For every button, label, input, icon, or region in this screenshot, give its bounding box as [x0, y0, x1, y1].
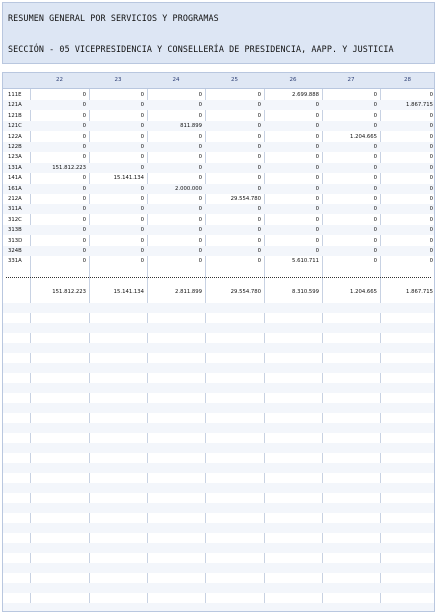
- cell-value: 0: [373, 248, 377, 254]
- cell-value: 0: [82, 175, 86, 182]
- empty-row: [3, 603, 434, 612]
- cell-value: 0: [140, 154, 144, 161]
- empty-row: [3, 303, 434, 313]
- cell-value: 0: [257, 216, 261, 223]
- cell-value: 0: [198, 92, 202, 98]
- empty-row: [3, 373, 434, 383]
- total-28: 1.867.715: [406, 289, 433, 295]
- column-header-24: 24: [172, 77, 180, 83]
- empty-row: [3, 393, 434, 403]
- cell-value: 0: [373, 227, 377, 234]
- cell-value: 0: [315, 175, 319, 182]
- cell-value: 0: [429, 133, 433, 140]
- cell-value: 0: [82, 144, 86, 150]
- table-row: [3, 173, 434, 183]
- cell-value: 0: [82, 102, 86, 109]
- cell-value: 0: [429, 144, 433, 150]
- table-row: [3, 215, 434, 225]
- program-code: 212A: [8, 196, 22, 202]
- cell-value: 0: [315, 112, 319, 119]
- cell-value: 0: [140, 206, 144, 213]
- cell-value: 0: [373, 216, 377, 223]
- table-row: [3, 246, 434, 256]
- totals-separator: [6, 277, 431, 278]
- total-26: 8.310.599: [292, 289, 319, 295]
- cell-value: 29.554.780: [230, 196, 261, 202]
- cell-value: 0: [257, 133, 261, 140]
- cell-value: 0: [373, 144, 377, 150]
- cell-value: 0: [429, 175, 433, 182]
- column-header-22: 22: [56, 77, 63, 83]
- cell-value: 0: [198, 144, 202, 150]
- cell-value: 0: [257, 154, 261, 161]
- cell-value: 0: [198, 175, 202, 182]
- empty-row: [3, 523, 434, 533]
- cell-value: 0: [140, 196, 144, 202]
- cell-value: 0: [257, 248, 261, 254]
- program-code: 311A: [8, 206, 22, 213]
- cell-value: 0: [140, 185, 144, 192]
- cell-value: 0: [198, 164, 202, 171]
- empty-row: [3, 313, 434, 323]
- program-code: 331A: [8, 258, 22, 265]
- report-header: [2, 2, 435, 64]
- cell-value: 0: [373, 185, 377, 192]
- cell-value: 0: [429, 185, 433, 192]
- cell-value: 0: [373, 123, 377, 130]
- empty-row: [3, 513, 434, 523]
- cell-value: 0: [315, 237, 319, 244]
- program-code: 313D: [8, 237, 23, 244]
- empty-row: [3, 503, 434, 513]
- program-code: 141A: [8, 175, 22, 182]
- cell-value: 0: [82, 133, 86, 140]
- cell-value: 0: [373, 112, 377, 119]
- table-row: [3, 142, 434, 152]
- cell-value: 0: [429, 258, 433, 265]
- empty-row: [3, 363, 434, 373]
- cell-value: 2.699.888: [292, 92, 319, 98]
- cell-value: 0: [257, 123, 261, 130]
- column-header-26: 26: [289, 77, 297, 83]
- cell-value: 0: [429, 227, 433, 234]
- cell-value: 0: [82, 237, 86, 244]
- cell-value: 15.141.134: [113, 175, 144, 182]
- empty-row: [3, 533, 434, 543]
- cell-value: 0: [257, 102, 261, 109]
- cell-value: 0: [140, 112, 144, 119]
- cell-value: 0: [373, 258, 377, 265]
- cell-value: 0: [429, 196, 433, 202]
- total-23: 15.141.134: [113, 289, 144, 295]
- cell-value: 0: [315, 185, 319, 192]
- program-code: 313B: [8, 227, 22, 234]
- table-row: [3, 256, 434, 266]
- program-code: 312C: [8, 216, 22, 223]
- cell-value: 0: [198, 216, 202, 223]
- cell-value: 0: [82, 123, 86, 130]
- empty-row: [3, 423, 434, 433]
- cell-value: 1.867.715: [406, 102, 433, 109]
- cell-value: 0: [140, 258, 144, 265]
- cell-value: 0: [315, 144, 319, 150]
- empty-row: [3, 433, 434, 443]
- table-header: [3, 73, 434, 89]
- column-header-27: 27: [347, 77, 355, 83]
- program-code: 121A: [8, 102, 22, 109]
- cell-value: 0: [140, 133, 144, 140]
- table-row: [3, 152, 434, 162]
- cell-value: 0: [257, 144, 261, 150]
- cell-value: 0: [257, 237, 261, 244]
- program-code: 131A: [8, 164, 22, 171]
- cell-value: 0: [198, 102, 202, 109]
- cell-value: 0: [429, 164, 433, 171]
- cell-value: 0: [257, 92, 261, 98]
- cell-value: 0: [198, 248, 202, 254]
- cell-value: 0: [373, 196, 377, 202]
- section-title: SECCIÓN - 05 VICEPRESIDENCIA Y CONSELLERÍA DE PRESIDENCIA, AAPP. Y JUSTICIA: [8, 44, 394, 54]
- cell-value: 0: [140, 144, 144, 150]
- empty-row: [3, 543, 434, 553]
- cell-value: 0: [82, 154, 86, 161]
- cell-value: 0: [82, 248, 86, 254]
- cell-value: 0: [198, 258, 202, 265]
- cell-value: 0: [315, 206, 319, 213]
- column-header-23: 23: [114, 77, 122, 83]
- cell-value: 0: [315, 102, 319, 109]
- total-22: 151.812.223: [52, 289, 86, 295]
- cell-value: 0: [429, 237, 433, 244]
- table-row: [3, 194, 434, 204]
- program-code: 121B: [8, 112, 22, 119]
- cell-value: 0: [429, 112, 433, 119]
- cell-value: 0: [82, 227, 86, 234]
- cell-value: 0: [429, 216, 433, 223]
- column-header-25: 25: [231, 77, 238, 83]
- cell-value: 0: [82, 92, 86, 98]
- cell-value: 0: [82, 112, 86, 119]
- table-row: [3, 163, 434, 173]
- cell-value: 0: [373, 164, 377, 171]
- cell-value: 0: [198, 237, 202, 244]
- empty-row: [3, 443, 434, 453]
- cell-value: 0: [257, 164, 261, 171]
- empty-row: [3, 413, 434, 423]
- empty-row: [3, 593, 434, 603]
- total-27: 1.204.665: [350, 289, 377, 295]
- cell-value: 0: [257, 112, 261, 119]
- program-code: 121C: [8, 123, 22, 130]
- cell-value: 0: [198, 206, 202, 213]
- cell-value: 0: [140, 216, 144, 223]
- cell-value: 0: [140, 248, 144, 254]
- program-code: 111E: [8, 92, 22, 98]
- cell-value: 0: [257, 185, 261, 192]
- total-24: 2.811.899: [175, 289, 202, 295]
- cell-value: 0: [315, 248, 319, 254]
- cell-value: 151.812.223: [52, 164, 86, 171]
- cell-value: 0: [82, 206, 86, 213]
- empty-row: [3, 483, 434, 493]
- cell-value: 0: [140, 102, 144, 109]
- cell-value: 0: [198, 196, 202, 202]
- empty-row: [3, 563, 434, 573]
- empty-row: [3, 493, 434, 503]
- table-row: [3, 236, 434, 246]
- table-row: [3, 111, 434, 121]
- cell-value: 0: [315, 227, 319, 234]
- cell-value: 0: [82, 216, 86, 223]
- cell-value: 0: [373, 175, 377, 182]
- cell-value: 0: [140, 123, 144, 130]
- empty-row: [3, 463, 434, 473]
- cell-value: 0: [198, 154, 202, 161]
- cell-value: 0: [198, 133, 202, 140]
- cell-value: 0: [429, 248, 433, 254]
- empty-row: [3, 473, 434, 483]
- cell-value: 0: [198, 227, 202, 234]
- cell-value: 0: [257, 227, 261, 234]
- empty-row: [3, 383, 434, 393]
- cell-value: 0: [82, 196, 86, 202]
- cell-value: 0: [373, 206, 377, 213]
- cell-value: 1.204.665: [350, 133, 377, 140]
- cell-value: 0: [315, 196, 319, 202]
- cell-value: 0: [429, 92, 433, 98]
- summary-table: [2, 72, 435, 612]
- cell-value: 0: [429, 123, 433, 130]
- column-header-28: 28: [404, 77, 411, 83]
- empty-row: [3, 583, 434, 593]
- empty-row: [3, 573, 434, 583]
- cell-value: 0: [140, 92, 144, 98]
- empty-row: [3, 343, 434, 353]
- empty-row: [3, 353, 434, 363]
- cell-value: 2.000.000: [175, 185, 202, 192]
- cell-value: 0: [82, 185, 86, 192]
- program-code: 324B: [8, 248, 22, 254]
- program-code: 161A: [8, 185, 22, 192]
- cell-value: 0: [315, 216, 319, 223]
- table-row: [3, 225, 434, 235]
- cell-value: 0: [140, 237, 144, 244]
- empty-row: [3, 333, 434, 343]
- cell-value: 0: [373, 237, 377, 244]
- table-row: [3, 132, 434, 142]
- cell-value: 0: [82, 258, 86, 265]
- cell-value: 0: [140, 164, 144, 171]
- cell-value: 0: [373, 102, 377, 109]
- cell-value: 0: [429, 206, 433, 213]
- cell-value: 5.610.711: [292, 258, 319, 265]
- empty-row: [3, 553, 434, 563]
- program-code: 122A: [8, 133, 22, 140]
- table-row: [3, 204, 434, 214]
- table-row: [3, 100, 434, 110]
- cell-value: 0: [315, 133, 319, 140]
- cell-value: 0: [257, 206, 261, 213]
- cell-value: 0: [373, 154, 377, 161]
- program-code: 122B: [8, 144, 22, 150]
- empty-row: [3, 323, 434, 333]
- table-row: [3, 184, 434, 194]
- program-code: 123A: [8, 154, 22, 161]
- report-title: RESUMEN GENERAL POR SERVICIOS Y PROGRAMAS: [8, 13, 219, 23]
- cell-value: 811.899: [180, 123, 202, 130]
- cell-value: 0: [315, 154, 319, 161]
- cell-value: 0: [429, 154, 433, 161]
- cell-value: 0: [315, 123, 319, 130]
- cell-value: 0: [373, 92, 377, 98]
- total-25: 29.554.780: [230, 289, 261, 295]
- cell-value: 0: [257, 175, 261, 182]
- table-row: [3, 121, 434, 131]
- cell-value: 0: [198, 112, 202, 119]
- cell-value: 0: [140, 227, 144, 234]
- cell-value: 0: [315, 164, 319, 171]
- cell-value: 0: [257, 258, 261, 265]
- empty-row: [3, 453, 434, 463]
- table-row: [3, 90, 434, 100]
- totals-row: [3, 287, 434, 299]
- empty-row: [3, 403, 434, 413]
